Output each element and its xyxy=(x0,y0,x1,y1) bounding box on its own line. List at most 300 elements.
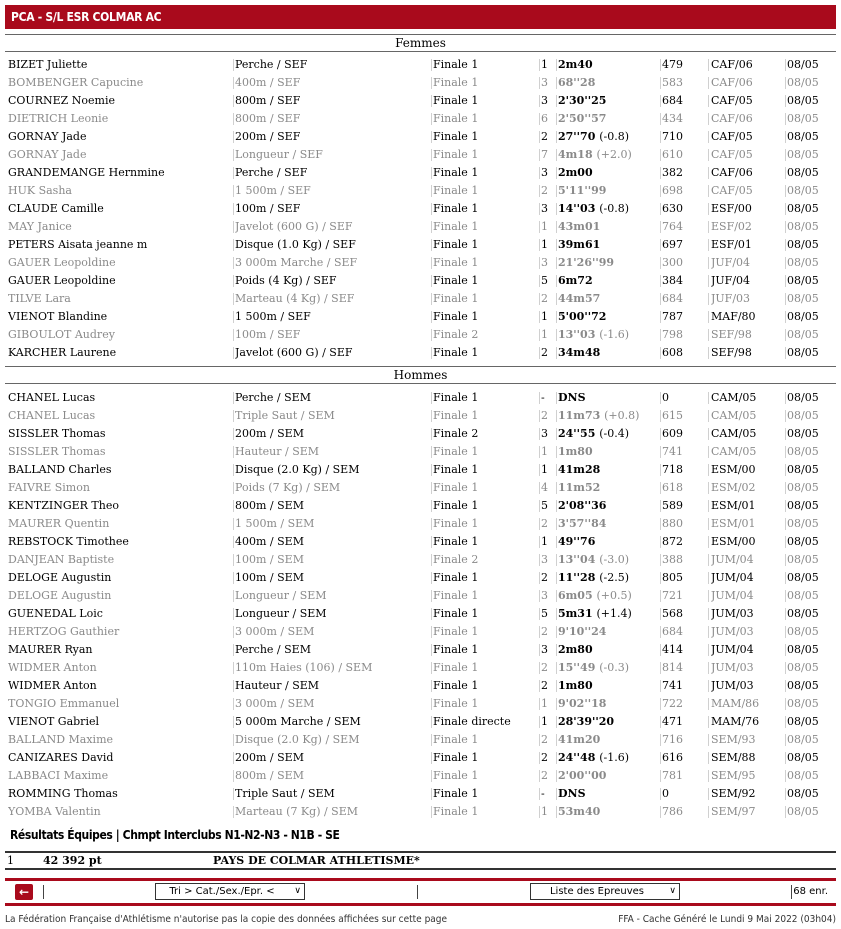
round-name: Finale 1 xyxy=(433,274,479,287)
column-separator xyxy=(785,95,786,107)
result-row xyxy=(5,731,836,749)
round-name: Finale 1 xyxy=(433,220,479,233)
athlete-name[interactable]: HUK Sasha xyxy=(8,184,72,197)
performance xyxy=(558,677,660,695)
athlete-name[interactable]: DELOGE Augustin xyxy=(8,589,112,602)
column-separator xyxy=(660,698,661,710)
column-separator xyxy=(660,95,661,107)
column-separator xyxy=(785,716,786,728)
points: 300 xyxy=(662,256,683,269)
performance-value: 11m73 xyxy=(558,409,601,422)
date: 08/05 xyxy=(787,220,819,233)
category: SEM/88 xyxy=(711,751,756,764)
event-name: Longueur / SEM xyxy=(235,589,327,602)
sort-select[interactable] xyxy=(155,883,305,900)
performance-value: 68''28 xyxy=(558,76,596,89)
footer-copyright: La Fédération Française d'Athlétisme n'autorise pas la copie des données affichées sur cette page xyxy=(5,914,448,925)
athlete-name[interactable]: MAURER Quentin xyxy=(8,517,110,530)
column-separator xyxy=(431,662,432,674)
category: ESM/02 xyxy=(711,481,756,494)
column-separator xyxy=(660,446,661,458)
result-row xyxy=(5,785,836,803)
column-separator xyxy=(431,734,432,746)
performance xyxy=(558,533,660,551)
event-name: Javelot (600 G) / SEF xyxy=(235,346,353,359)
points: 434 xyxy=(662,112,683,125)
event-name: 100m / SEM xyxy=(235,571,304,584)
category: MAM/86 xyxy=(711,697,760,710)
athlete-name[interactable]: FAIVRE Simon xyxy=(8,481,90,494)
round-name: Finale 1 xyxy=(433,787,479,800)
result-row xyxy=(5,56,836,74)
category: ESF/02 xyxy=(711,220,752,233)
column-separator xyxy=(785,770,786,782)
nav-separator xyxy=(43,885,44,899)
event-name: Longueur / SEF xyxy=(235,148,323,161)
column-separator xyxy=(660,131,661,143)
column-separator xyxy=(556,572,557,584)
performance xyxy=(558,713,660,731)
performance-value: 24''48 xyxy=(558,751,596,764)
column-separator xyxy=(785,275,786,287)
category: JUM/04 xyxy=(711,589,754,602)
event-name: 3 000m Marche / SEF xyxy=(235,256,358,269)
column-separator xyxy=(539,59,540,71)
event-name: 5 000m Marche / SEM xyxy=(235,715,361,728)
column-separator xyxy=(233,185,234,197)
column-separator xyxy=(431,257,432,269)
event-name: Disque (2.0 Kg) / SEM xyxy=(235,463,360,476)
column-separator xyxy=(233,149,234,161)
column-separator xyxy=(431,293,432,305)
category: CAF/06 xyxy=(711,58,753,71)
result-row xyxy=(5,110,836,128)
athlete-name[interactable]: HERTZOG Gauthier xyxy=(8,625,120,638)
result-row xyxy=(5,218,836,236)
column-separator xyxy=(556,203,557,215)
column-separator xyxy=(556,275,557,287)
column-separator xyxy=(233,662,234,674)
wind-reading: (-0.4) xyxy=(599,427,629,440)
event-name: 1 500m / SEF xyxy=(235,184,311,197)
result-row xyxy=(5,425,836,443)
points: 880 xyxy=(662,517,683,530)
athlete-name[interactable]: DIETRICH Leonie xyxy=(8,112,109,125)
column-separator xyxy=(785,500,786,512)
date: 08/05 xyxy=(787,805,819,818)
column-separator xyxy=(539,446,540,458)
event-name: 1 500m / SEF xyxy=(235,310,311,323)
column-separator xyxy=(539,428,540,440)
section-header-women xyxy=(5,34,836,52)
column-separator xyxy=(708,167,709,179)
nav-separator xyxy=(417,885,418,899)
points: 568 xyxy=(662,607,683,620)
column-separator xyxy=(660,536,661,548)
performance xyxy=(558,200,660,218)
event-name: 3 000m / SEM xyxy=(235,697,315,710)
event-name: Hauteur / SEM xyxy=(235,445,320,458)
place: 1 xyxy=(541,697,548,710)
column-separator xyxy=(785,752,786,764)
column-separator xyxy=(660,347,661,359)
column-separator xyxy=(660,662,661,674)
athlete-name[interactable]: ROMMING Thomas xyxy=(8,787,118,800)
date: 08/05 xyxy=(787,643,819,656)
teams-title: Résultats Équipes | Chmpt Interclubs N1-N2-N3 - N1B - SE xyxy=(10,828,340,842)
event-name: 200m / SEM xyxy=(235,427,304,440)
performance-value: DNS xyxy=(558,391,586,404)
column-separator xyxy=(708,554,709,566)
column-separator xyxy=(556,149,557,161)
athlete-name[interactable]: GORNAY Jade xyxy=(8,148,87,161)
column-separator xyxy=(539,626,540,638)
column-separator xyxy=(431,626,432,638)
column-separator xyxy=(556,716,557,728)
event-name: Perche / SEM xyxy=(235,643,311,656)
column-separator xyxy=(785,518,786,530)
column-separator xyxy=(233,410,234,422)
column-separator xyxy=(556,77,557,89)
athlete-name[interactable]: BOMBENGER Capucine xyxy=(8,76,144,89)
column-separator xyxy=(708,644,709,656)
date: 08/05 xyxy=(787,679,819,692)
place: - xyxy=(541,787,545,800)
column-separator xyxy=(785,257,786,269)
sort-select-value: Tri > Cat./Sex./Epr. < xyxy=(169,886,275,897)
column-separator xyxy=(233,347,234,359)
points: 684 xyxy=(662,94,683,107)
performance xyxy=(558,641,660,659)
column-separator xyxy=(556,392,557,404)
athlete-name[interactable]: YOMBA Valentin xyxy=(8,805,101,818)
column-separator xyxy=(660,752,661,764)
column-separator xyxy=(660,554,661,566)
performance-value: 11''28 xyxy=(558,571,596,584)
column-separator xyxy=(660,518,661,530)
category: ESM/01 xyxy=(711,499,756,512)
points: 786 xyxy=(662,805,683,818)
banner-title: PCA - S/L ESR COLMAR AC xyxy=(11,10,162,24)
column-separator xyxy=(539,221,540,233)
athlete-name[interactable]: DELOGE Augustin xyxy=(8,571,112,584)
date: 08/05 xyxy=(787,130,819,143)
performance xyxy=(558,497,660,515)
points: 710 xyxy=(662,130,683,143)
athlete-name[interactable]: MAY Janice xyxy=(8,220,72,233)
performance-value: 27''70 xyxy=(558,130,596,143)
column-separator xyxy=(556,428,557,440)
athlete-name[interactable]: GAUER Leopoldine xyxy=(8,274,116,287)
column-separator xyxy=(539,536,540,548)
column-separator xyxy=(708,392,709,404)
athlete-name[interactable]: CHANEL Lucas xyxy=(8,391,96,404)
athlete-name[interactable]: SISSLER Thomas xyxy=(8,427,106,440)
column-separator xyxy=(785,680,786,692)
performance-value: 5m31 xyxy=(558,607,593,620)
category: CAF/05 xyxy=(711,148,753,161)
category: JUM/03 xyxy=(711,661,754,674)
athlete-name[interactable]: GRANDEMANGE Hernmine xyxy=(8,166,165,179)
performance xyxy=(558,290,660,308)
category: ESF/01 xyxy=(711,238,752,251)
round-name: Finale 1 xyxy=(433,391,479,404)
round-name: Finale 1 xyxy=(433,805,479,818)
wind-reading: (-0.3) xyxy=(599,661,629,674)
round-name: Finale 1 xyxy=(433,130,479,143)
column-separator xyxy=(708,536,709,548)
column-separator xyxy=(708,149,709,161)
event-name: 200m / SEM xyxy=(235,751,304,764)
chevron-down-icon: ∨ xyxy=(294,886,301,896)
column-separator xyxy=(233,500,234,512)
athlete-name[interactable]: CLAUDE Camille xyxy=(8,202,104,215)
column-separator xyxy=(431,590,432,602)
category: JUF/04 xyxy=(711,256,751,269)
performance xyxy=(558,551,660,569)
event-name: 800m / SEF xyxy=(235,94,301,107)
place: 2 xyxy=(541,346,548,359)
column-separator xyxy=(431,518,432,530)
athlete-name[interactable]: BALLAND Charles xyxy=(8,463,112,476)
result-row xyxy=(5,74,836,92)
place: 1 xyxy=(541,463,548,476)
column-separator xyxy=(431,482,432,494)
performance-value: 34m48 xyxy=(558,346,601,359)
column-separator xyxy=(708,428,709,440)
category: JUM/03 xyxy=(711,625,754,638)
athlete-name[interactable]: TONGIO Emmanuel xyxy=(8,697,120,710)
performance-value: 11m52 xyxy=(558,481,601,494)
round-name: Finale 1 xyxy=(433,409,479,422)
wind-reading: (+0.8) xyxy=(604,409,640,422)
points: 716 xyxy=(662,733,683,746)
column-separator xyxy=(785,347,786,359)
athlete-name[interactable]: WIDMER Anton xyxy=(8,679,97,692)
athlete-name[interactable]: BIZET Juliette xyxy=(8,58,88,71)
column-separator xyxy=(785,734,786,746)
date: 08/05 xyxy=(787,202,819,215)
column-separator xyxy=(233,311,234,323)
column-separator xyxy=(660,770,661,782)
column-separator xyxy=(431,554,432,566)
performance xyxy=(558,344,660,362)
category: JUM/03 xyxy=(711,679,754,692)
athlete-name[interactable]: COURNEZ Noemie xyxy=(8,94,115,107)
athlete-name[interactable]: KENTZINGER Theo xyxy=(8,499,119,512)
result-row xyxy=(5,326,836,344)
athlete-name[interactable]: DANJEAN Baptiste xyxy=(8,553,115,566)
column-separator xyxy=(556,788,557,800)
column-separator xyxy=(431,77,432,89)
round-name: Finale 1 xyxy=(433,499,479,512)
column-separator xyxy=(539,518,540,530)
date: 08/05 xyxy=(787,661,819,674)
date: 08/05 xyxy=(787,553,819,566)
back-button[interactable] xyxy=(15,884,33,900)
column-separator xyxy=(431,806,432,818)
athlete-name[interactable]: VIENOT Blandine xyxy=(8,310,108,323)
athlete-name[interactable]: TILVE Lara xyxy=(8,292,71,305)
category: CAM/05 xyxy=(711,427,757,440)
round-name: Finale 2 xyxy=(433,328,479,341)
column-separator xyxy=(539,167,540,179)
points: 741 xyxy=(662,445,683,458)
column-separator xyxy=(539,806,540,818)
category: CAF/05 xyxy=(711,94,753,107)
column-separator xyxy=(785,662,786,674)
round-name: Finale 1 xyxy=(433,517,479,530)
column-separator xyxy=(539,77,540,89)
column-separator xyxy=(233,221,234,233)
column-separator xyxy=(556,770,557,782)
column-separator xyxy=(539,716,540,728)
column-separator xyxy=(660,626,661,638)
points: 721 xyxy=(662,589,683,602)
performance xyxy=(558,785,660,803)
column-separator xyxy=(431,221,432,233)
date: 08/05 xyxy=(787,535,819,548)
place: 2 xyxy=(541,571,548,584)
points: 608 xyxy=(662,346,683,359)
date: 08/05 xyxy=(787,94,819,107)
category: SEF/98 xyxy=(711,328,752,341)
column-separator xyxy=(785,806,786,818)
events-select[interactable] xyxy=(530,883,680,900)
result-row xyxy=(5,389,836,407)
column-separator xyxy=(539,239,540,251)
result-row xyxy=(5,128,836,146)
performance xyxy=(558,749,660,767)
athlete-name[interactable]: CHANEL Lucas xyxy=(8,409,96,422)
column-separator xyxy=(556,626,557,638)
performance-value: 13''03 xyxy=(558,328,596,341)
place: 5 xyxy=(541,499,548,512)
column-separator xyxy=(539,482,540,494)
athlete-name[interactable]: WIDMER Anton xyxy=(8,661,97,674)
performance xyxy=(558,272,660,290)
column-separator xyxy=(431,770,432,782)
team-rank: 1 xyxy=(7,854,14,867)
performance xyxy=(558,146,660,164)
round-name: Finale 1 xyxy=(433,148,479,161)
column-separator xyxy=(785,311,786,323)
athlete-name[interactable]: VIENOT Gabriel xyxy=(8,715,99,728)
date: 08/05 xyxy=(787,148,819,161)
column-separator xyxy=(660,644,661,656)
date: 08/05 xyxy=(787,427,819,440)
column-separator xyxy=(660,293,661,305)
round-name: Finale 1 xyxy=(433,733,479,746)
column-separator xyxy=(660,59,661,71)
athlete-name[interactable]: LABBACI Maxime xyxy=(8,769,109,782)
nav-separator xyxy=(791,885,792,899)
athlete-name[interactable]: GORNAY Jade xyxy=(8,130,87,143)
column-separator xyxy=(539,131,540,143)
column-separator xyxy=(785,149,786,161)
column-separator xyxy=(233,482,234,494)
points: 805 xyxy=(662,571,683,584)
performance-value: 41m20 xyxy=(558,733,601,746)
athlete-name[interactable]: GAUER Leopoldine xyxy=(8,256,116,269)
place: 1 xyxy=(541,328,548,341)
round-name: Finale 1 xyxy=(433,346,479,359)
athlete-name[interactable]: GIBOULOT Audrey xyxy=(8,328,115,341)
performance-value: 5'11''99 xyxy=(558,184,607,197)
points: 479 xyxy=(662,58,683,71)
column-separator xyxy=(785,77,786,89)
wind-reading: (-0.8) xyxy=(599,130,629,143)
performance-value: 3'57''84 xyxy=(558,517,607,530)
round-name: Finale 1 xyxy=(433,481,479,494)
performance-value: 6m72 xyxy=(558,274,593,287)
round-name: Finale 1 xyxy=(433,76,479,89)
athlete-name[interactable]: PETERS Aisata jeanne m xyxy=(8,238,148,251)
athlete-name[interactable]: KARCHER Laurene xyxy=(8,346,117,359)
event-name: 200m / SEF xyxy=(235,130,301,143)
date: 08/05 xyxy=(787,391,819,404)
athlete-name[interactable]: CANIZARES David xyxy=(8,751,114,764)
result-row xyxy=(5,344,836,362)
points: 814 xyxy=(662,661,683,674)
column-separator xyxy=(539,554,540,566)
place: 2 xyxy=(541,769,548,782)
column-separator xyxy=(539,95,540,107)
points: 718 xyxy=(662,463,683,476)
category: CAF/06 xyxy=(711,112,753,125)
athlete-name[interactable]: BALLAND Maxime xyxy=(8,733,114,746)
column-separator xyxy=(660,806,661,818)
date: 08/05 xyxy=(787,715,819,728)
column-separator xyxy=(539,203,540,215)
column-separator xyxy=(785,536,786,548)
place: 5 xyxy=(541,274,548,287)
column-separator xyxy=(556,95,557,107)
column-separator xyxy=(539,293,540,305)
column-separator xyxy=(539,752,540,764)
category: ESM/00 xyxy=(711,535,756,548)
column-separator xyxy=(556,221,557,233)
athlete-name[interactable]: MAURER Ryan xyxy=(8,643,93,656)
category: CAM/05 xyxy=(711,445,757,458)
performance xyxy=(558,731,660,749)
round-name: Finale 1 xyxy=(433,625,479,638)
points: 684 xyxy=(662,625,683,638)
athlete-name[interactable]: SISSLER Thomas xyxy=(8,445,106,458)
column-separator xyxy=(233,572,234,584)
performance xyxy=(558,74,660,92)
column-separator xyxy=(785,329,786,341)
place: 3 xyxy=(541,427,548,440)
points: 684 xyxy=(662,292,683,305)
column-separator xyxy=(431,500,432,512)
column-separator xyxy=(431,788,432,800)
athlete-name[interactable]: REBSTOCK Timothee xyxy=(8,535,129,548)
column-separator xyxy=(660,410,661,422)
points: 697 xyxy=(662,238,683,251)
performance xyxy=(558,695,660,713)
result-row xyxy=(5,569,836,587)
points: 698 xyxy=(662,184,683,197)
column-separator xyxy=(785,482,786,494)
athlete-name[interactable]: GUENEDAL Loic xyxy=(8,607,103,620)
column-separator xyxy=(431,392,432,404)
column-separator xyxy=(233,77,234,89)
place: 2 xyxy=(541,625,548,638)
category: CAF/05 xyxy=(711,184,753,197)
round-name: Finale 1 xyxy=(433,94,479,107)
team-club-name[interactable]: PAYS DE COLMAR ATHLETISME* xyxy=(213,854,420,867)
